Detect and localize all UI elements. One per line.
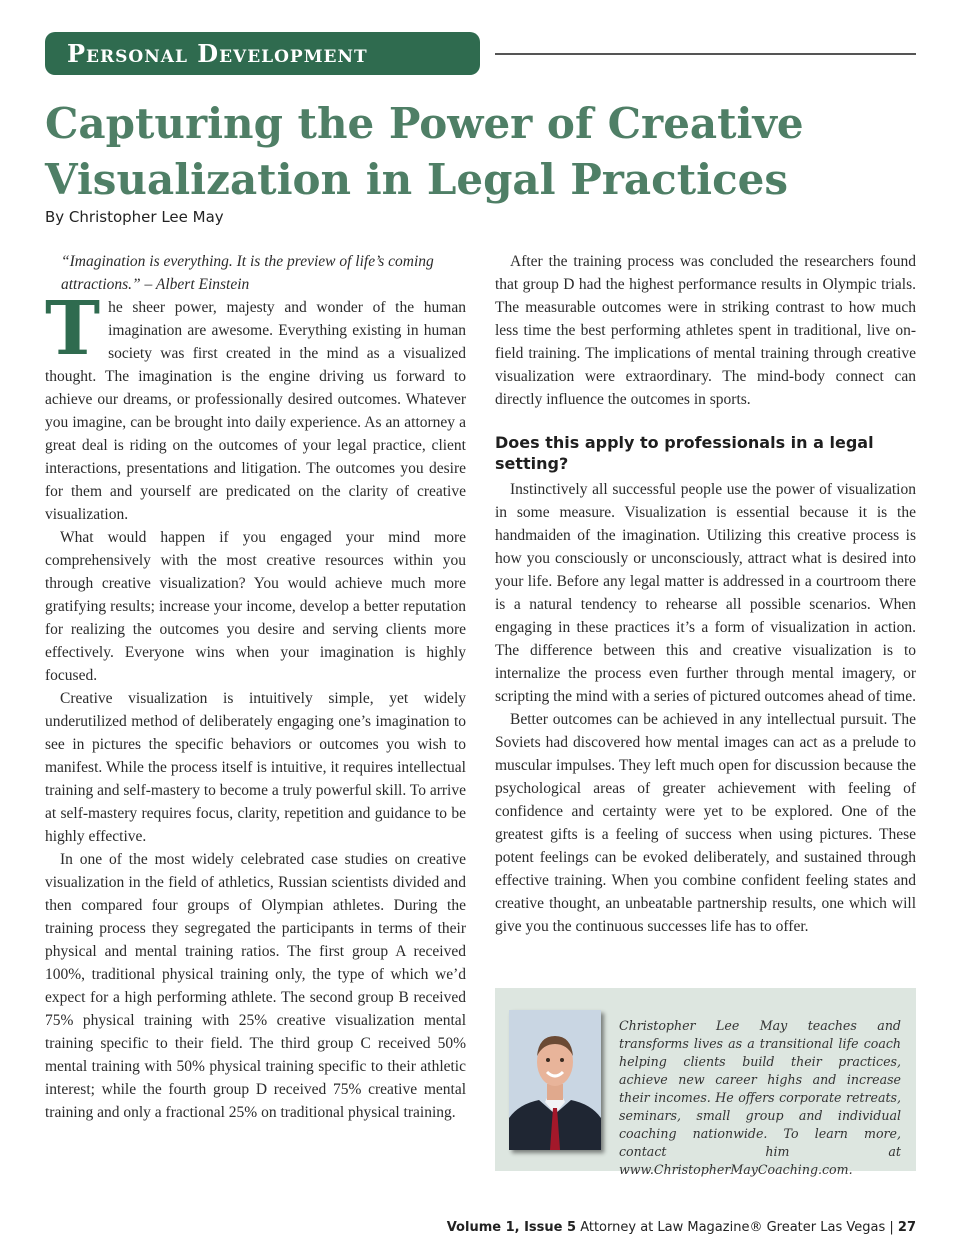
author-photo (509, 1010, 601, 1150)
byline: By Christopher Lee May (45, 208, 224, 226)
body-paragraph: In one of the most widely celebrated case studies on creative visualization in the field of athletics, Russian scientists divided and then compared four groups of Olympian athletes. During the training process they segregated the participants in terms of their physical and mental training ratios. The first group A received 100%, traditional physical training only, the type of which we’d expect for a high performing athlete. The second group B received 75% physical training with 25% creative visualization mental training specific to their field. The third group C received 50% mental training with 50% physical training specific to their athletic interest; while the fourth group D received 75% creative mental training and only a fractional 25% on traditional physical training. (45, 851, 466, 1121)
subheading: Does this apply to professionals in a legal setting? (495, 433, 874, 473)
right-column (495, 250, 916, 938)
body-paragraph: Better outcomes can be achieved in any intellectual pursuit. The Soviets had discovered how mental images can act as a prelude to muscular impulses. They left much open for discussion because the psychological areas of greater achievement with feeling of confidence and certainty were yet to be explored. One of the greatest gifts is a feeling of success when using pictures. These potent feelings can be evoked deliberately, and sustained through effective training. When you combine confident feeling states and creative thought, an unbeatable partnership results, one which will give you the continuous successes life has to offer. (495, 711, 916, 935)
publication-name: Attorney at Law Magazine® Greater Las Vegas (580, 1220, 886, 1235)
body-paragraph: Creative visualization is intuitively simple, yet widely underutilized method of deliberately engaging one’s imagination to see in pictures the specific behaviors or outcomes you wish to manifest. While the process itself is intuitive, it requires intellectual training and self-mastery to become a truly powerful skill. To arrive at self-mastery requires focus, clarity, repetition and guidance to be highly effective. (45, 690, 466, 845)
issue-label: Volume 1, Issue 5 (446, 1220, 577, 1235)
section-label: Personal Development (45, 32, 480, 75)
author-bio-text: Christopher Lee May teaches and transforms lives as a transitional life coach helping clients build their practices, achieve new career highs and increase their incomes. He offers corporate retreats, seminars, small group and individual coaching nationwide. To learn more, contact him at www.ChristopherMayCoaching.com. (619, 1018, 901, 1177)
article-title: Capturing the Power of Creative Visualization in Legal Practices (45, 99, 804, 204)
intro-text: he sheer power, majesty and wonder of the human imagination are awesome. Everything existing in human society was first created in the mind as a visualized thought. The imagination is the engine driving us forward to achieve our dreams, or professionally desired outcomes. Whatever you imagine, can be brought into daily experience. As an attorney a great deal is riding on the outcomes of your legal practice, client interactions, presentations and litigation. The outcomes you desire for them and yourself are predicated on the clarity of creative visualization. (45, 299, 466, 523)
footer-separator: | (889, 1220, 894, 1235)
left-column (45, 250, 466, 1124)
intro-paragraph (45, 286, 466, 526)
drop-cap: T (45, 286, 101, 372)
page-number: 27 (897, 1220, 916, 1235)
body-paragraph: Instinctively all successful people use the power of visualization in some measure. Visualization is essential because it is the handmaiden of the imagination. Utilizing this creative process is how you consciously or unconsciously, attract what is desired into your life. Before any legal matter is addressed in a courtroom there is a natural tendency to rehearse all possible scenarios. When engaging in these practices it’s a form of visualization in action. The difference between this and creative visualization is to internalize the process even further through mental imagery, or scripting the mind with a series of pictured outcomes ahead of time. (495, 481, 916, 705)
body-paragraph: What would happen if you engaged your mind more comprehensively with the most creative resources within you through creative visualization? You would achieve much more gratifying results; increase your income, develop a better reputation for realizing the outcomes you desire and serving clients more effectively. Everyone wins when your imagination is highly focused. (45, 529, 466, 684)
page-footer (447, 1220, 916, 1235)
header-divider (495, 53, 916, 55)
author-bio-box (495, 988, 916, 1177)
author-portrait-image (509, 1010, 601, 1150)
body-paragraph: After the training process was concluded the researchers found that group D had the highest performance results in Olympic trials. The measurable outcomes were in striking contrast to how much less time the best performing athletes spent in traditional, live on-field training. The implications of mental training through creative visualization were extraordinary. The mind-body connect can directly influence the outcomes in sports. (495, 253, 916, 408)
pull-quote: “Imagination is everything. It is the preview of life’s coming attractions.” – Albert Einstein (61, 253, 434, 293)
